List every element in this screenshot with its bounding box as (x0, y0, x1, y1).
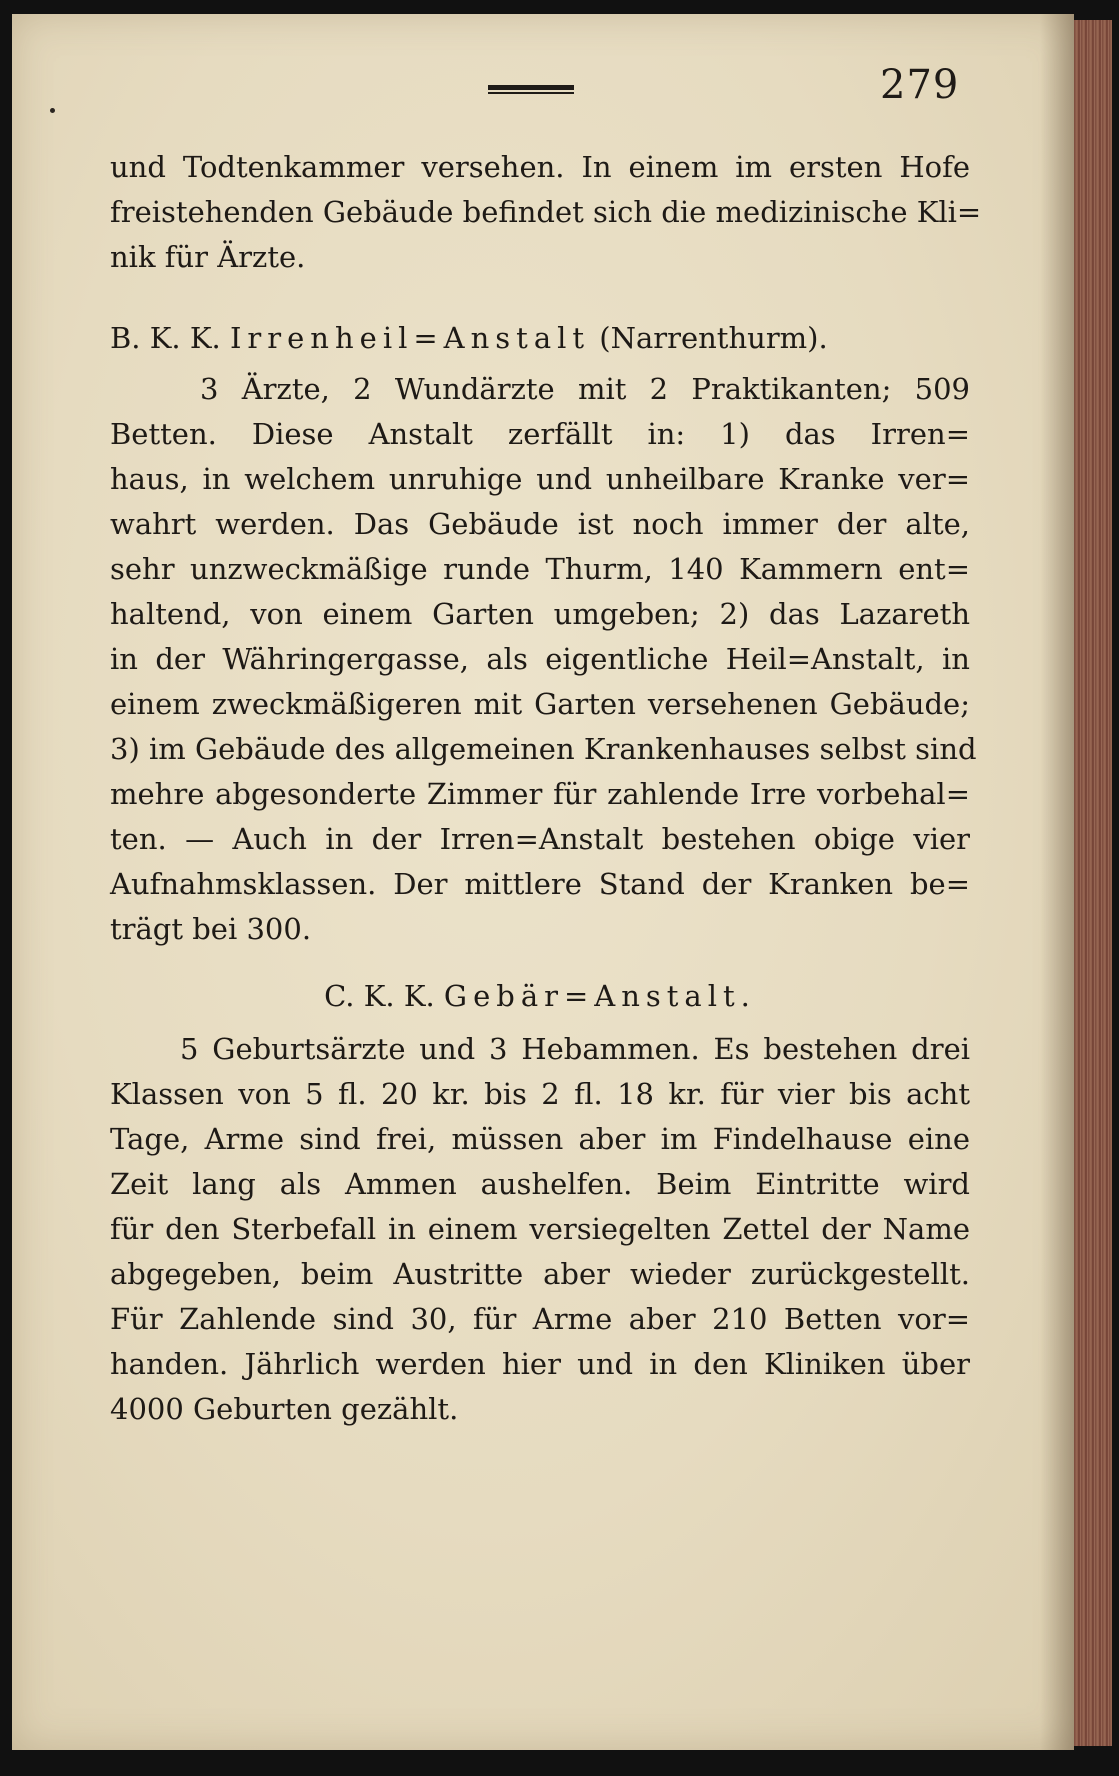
body-line: nik für Ärzte. (110, 240, 306, 274)
body-line: freistehenden Gebäude befindet sich die medizinische Kli= (110, 195, 982, 229)
body-line: Zeit lang als Ammen aushelfen. Beim Eintritte wird (110, 1167, 970, 1201)
section-b-title: Irrenheil=Anstalt (229, 321, 591, 355)
section-c-heading (110, 974, 970, 1019)
section-b-subtitle: (Narrenthurm). (599, 321, 828, 355)
page-gutter-shadow (1040, 14, 1074, 1750)
body-line: 3 Ärzte, 2 Wundärzte mit 2 Praktikanten; 509 (200, 372, 970, 406)
body-line: Tage, Arme sind frei, müssen aber im Findelhause eine (110, 1122, 970, 1156)
body-line: 4000 Geburten gezählt. (110, 1392, 459, 1426)
header-rule (488, 85, 574, 94)
ink-speck (50, 108, 55, 113)
body-line: für den Sterbefall in einem versiegelten Zettel der Name (110, 1212, 970, 1246)
book-edge (1074, 20, 1112, 1746)
body-line: Für Zahlende sind 30, für Arme aber 210 Betten vor= (110, 1302, 970, 1336)
body-line: trägt bei 300. (110, 912, 312, 946)
body-line: und Todtenkammer versehen. In einem im ersten Hofe (110, 150, 970, 184)
body-line: wahrt werden. Das Gebäude ist noch immer der alte, (110, 507, 970, 541)
body-line: abgegeben, beim Austritte aber wieder zurückgestellt. (110, 1257, 970, 1291)
body-line: Betten. Diese Anstalt zerfällt in: 1) das Irren= (110, 417, 970, 451)
body-line: Aufnahmsklassen. Der mittlere Stand der Kranken be= (110, 867, 970, 901)
body-line: mehre abgesonderte Zimmer für zahlende Irre vorbehal= (110, 777, 970, 811)
body-line: 3) im Gebäude des allgemeinen Krankenhauses selbst sind (110, 732, 977, 766)
section-b-heading (110, 316, 970, 361)
section-c-title: Gebär=Anstalt. (443, 979, 756, 1013)
body-line: 5 Geburtsärzte und 3 Hebammen. Es bestehen drei (180, 1032, 970, 1066)
body-line: haus, in welchem unruhige und unheilbare Kranke ver= (110, 462, 970, 496)
body-line: Klassen von 5 fl. 20 kr. bis 2 fl. 18 kr. für vier bis acht (110, 1077, 970, 1111)
body-line: einem zweckmäßigeren mit Garten versehenen Gebäude; (110, 687, 970, 721)
body-line: sehr unzweckmäßige runde Thurm, 140 Kammern ent= (110, 552, 970, 586)
page-number: 279 (880, 62, 960, 108)
body-line: haltend, von einem Garten umgeben; 2) das Lazareth (110, 597, 970, 631)
section-c-label: C. K. K. (324, 979, 435, 1013)
body-line: handen. Jährlich werden hier und in den Kliniken über (110, 1347, 970, 1381)
section-b-label: B. K. K. (110, 321, 221, 355)
body-line: in der Währingergasse, als eigentliche Heil=Anstalt, in (110, 642, 970, 676)
body-line: ten. — Auch in der Irren=Anstalt bestehen obige vier (110, 822, 970, 856)
page-body (110, 145, 982, 1432)
